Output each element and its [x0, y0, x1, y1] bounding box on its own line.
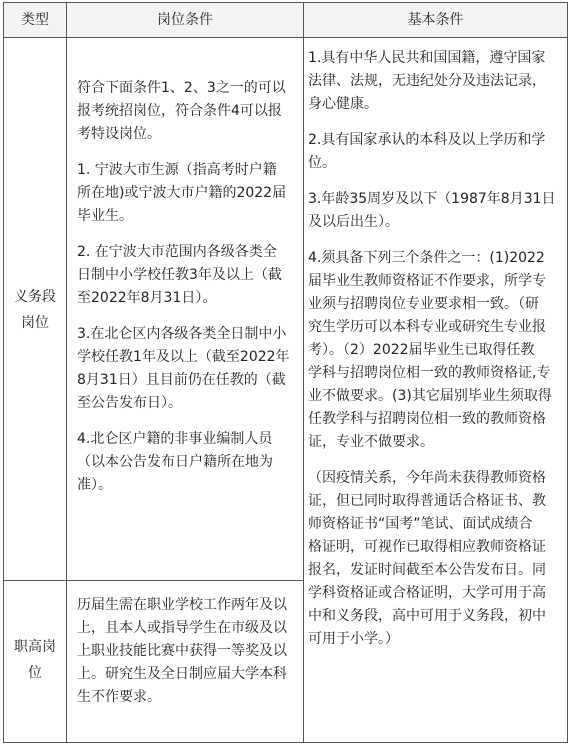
text-line: 身心健康。: [308, 96, 378, 112]
paragraph: [308, 129, 564, 175]
position-conditions-compulsory: [77, 77, 299, 510]
text-line: 考特设岗位。: [77, 126, 161, 142]
paragraph: [308, 47, 564, 116]
text-line: 上。研究生及全日制应届大学本科: [77, 666, 287, 682]
text-line: 证，专业不做要求。: [308, 434, 434, 450]
text-line: 日制中小学校任教3年及以上（截: [77, 267, 282, 283]
text-line: 至2022年8月31日）。: [77, 290, 217, 306]
text-line: 4.北仑区户籍的非事业编制人员: [77, 431, 273, 447]
text-line: 上，且本人或指导学生在市级及以: [77, 620, 287, 636]
text-line: （因疫情关系，今年尚未获得教师资格: [308, 470, 546, 486]
text-line: 位。: [308, 155, 336, 171]
paragraph: [77, 159, 299, 228]
header-type: 类型: [21, 12, 49, 28]
paragraph: [77, 323, 299, 415]
text-line: 3.年龄35周岁及以下（1987年8月31日: [308, 191, 556, 207]
type-line: 职高岗: [14, 639, 56, 655]
text-line: 1.具有中华人民共和国国籍，遵守国家: [308, 50, 546, 66]
text-line: 1. 宁波大市生源（指高考时户籍: [77, 162, 277, 178]
text-line: 报名，发证时间截至本公告发布日。同: [308, 562, 546, 578]
type-line: 岗位: [21, 315, 49, 331]
text-line: 学科资格证或合格证明，大学可用于高: [308, 585, 546, 601]
paragraph: [77, 77, 299, 146]
text-line: 所在地)或宁波大市户籍的2022届: [77, 185, 287, 201]
col-divider-1: [66, 3, 67, 742]
row-divider: [4, 580, 303, 581]
text-line: 业不做要求。(3)其它届别毕业生须取得: [308, 388, 552, 404]
text-line: 法律、法规，无违纪处分及违法记录，: [308, 73, 546, 89]
paragraph: [308, 247, 564, 454]
text-line: 学校任教1年及以上（截至2022年: [77, 349, 290, 365]
text-line: 业须与招聘岗位专业要求相一致。（研: [308, 296, 539, 312]
paragraph: [77, 594, 299, 709]
type-line: 义务段: [14, 289, 56, 305]
text-line: 上职业技能比赛中获得一等奖及以: [77, 643, 287, 659]
text-line: 毕业生。: [77, 208, 133, 224]
text-line: 符合下面条件1、2、3之一的可以: [77, 80, 286, 96]
header-position-conditions: 岗位条件: [157, 12, 213, 28]
text-line: 可用于小学。）: [308, 631, 399, 647]
position-conditions-vocational: [77, 594, 299, 722]
header-divider: [4, 37, 567, 38]
text-line: 任教学科与招聘岗位相一致的教师资格: [308, 411, 546, 427]
basic-conditions: [308, 47, 564, 664]
text-line: 生不作要求。: [77, 689, 161, 705]
paragraph: [77, 241, 299, 310]
text-line: （以本公告发布日户籍所在地为: [77, 454, 273, 470]
text-line: 证，但已同时取得普通话合格证书、教: [308, 493, 546, 509]
text-line: 2. 在宁波大市范围内各级各类全: [77, 244, 277, 260]
text-line: 中和义务段，高中可用于义务段，初中: [308, 608, 546, 624]
text-line: 届毕业生教师资格证不作要求，所学专: [308, 273, 546, 289]
text-line: 3.在北仑区内各级各类全日制中小: [77, 326, 287, 342]
text-line: 8月31日）且目前仍在任教的（截: [77, 372, 286, 388]
text-line: 准）。: [77, 477, 112, 493]
text-line: 究生学历可以本科专业或研究生专业报: [308, 319, 546, 335]
text-line: 及以后出生）。: [308, 214, 399, 230]
conditions-table: [3, 2, 568, 743]
text-line: 格证明，可视作已取得相应教师资格证: [308, 539, 546, 555]
header-basic-conditions: 基本条件: [407, 12, 464, 28]
paragraph: [77, 428, 299, 497]
text-line: 至公告发布日）。: [77, 395, 182, 411]
paragraph: [308, 467, 564, 651]
type-vocational-high: [4, 634, 66, 686]
text-line: 报考统招岗位，符合条件4可以报: [77, 103, 282, 119]
text-line: 学科与招聘岗位相一致的教师资格证,专: [308, 365, 551, 381]
text-line: 4.须具备下列三个条件之一：(1)2022: [308, 250, 545, 266]
col-divider-2: [303, 3, 304, 742]
text-line: 历届生需在职业学校工作两年及以: [77, 597, 287, 613]
type-line: 位: [28, 665, 42, 681]
paragraph: [308, 188, 564, 234]
text-line: 2.具有国家承认的本科及以上学历和学: [308, 132, 546, 148]
text-line: 师资格证书“国考”笔试、面试成绩合: [308, 516, 533, 532]
text-line: 考）。（2）2022届毕业生已取得任教: [308, 342, 535, 358]
type-compulsory-education: [4, 284, 66, 336]
